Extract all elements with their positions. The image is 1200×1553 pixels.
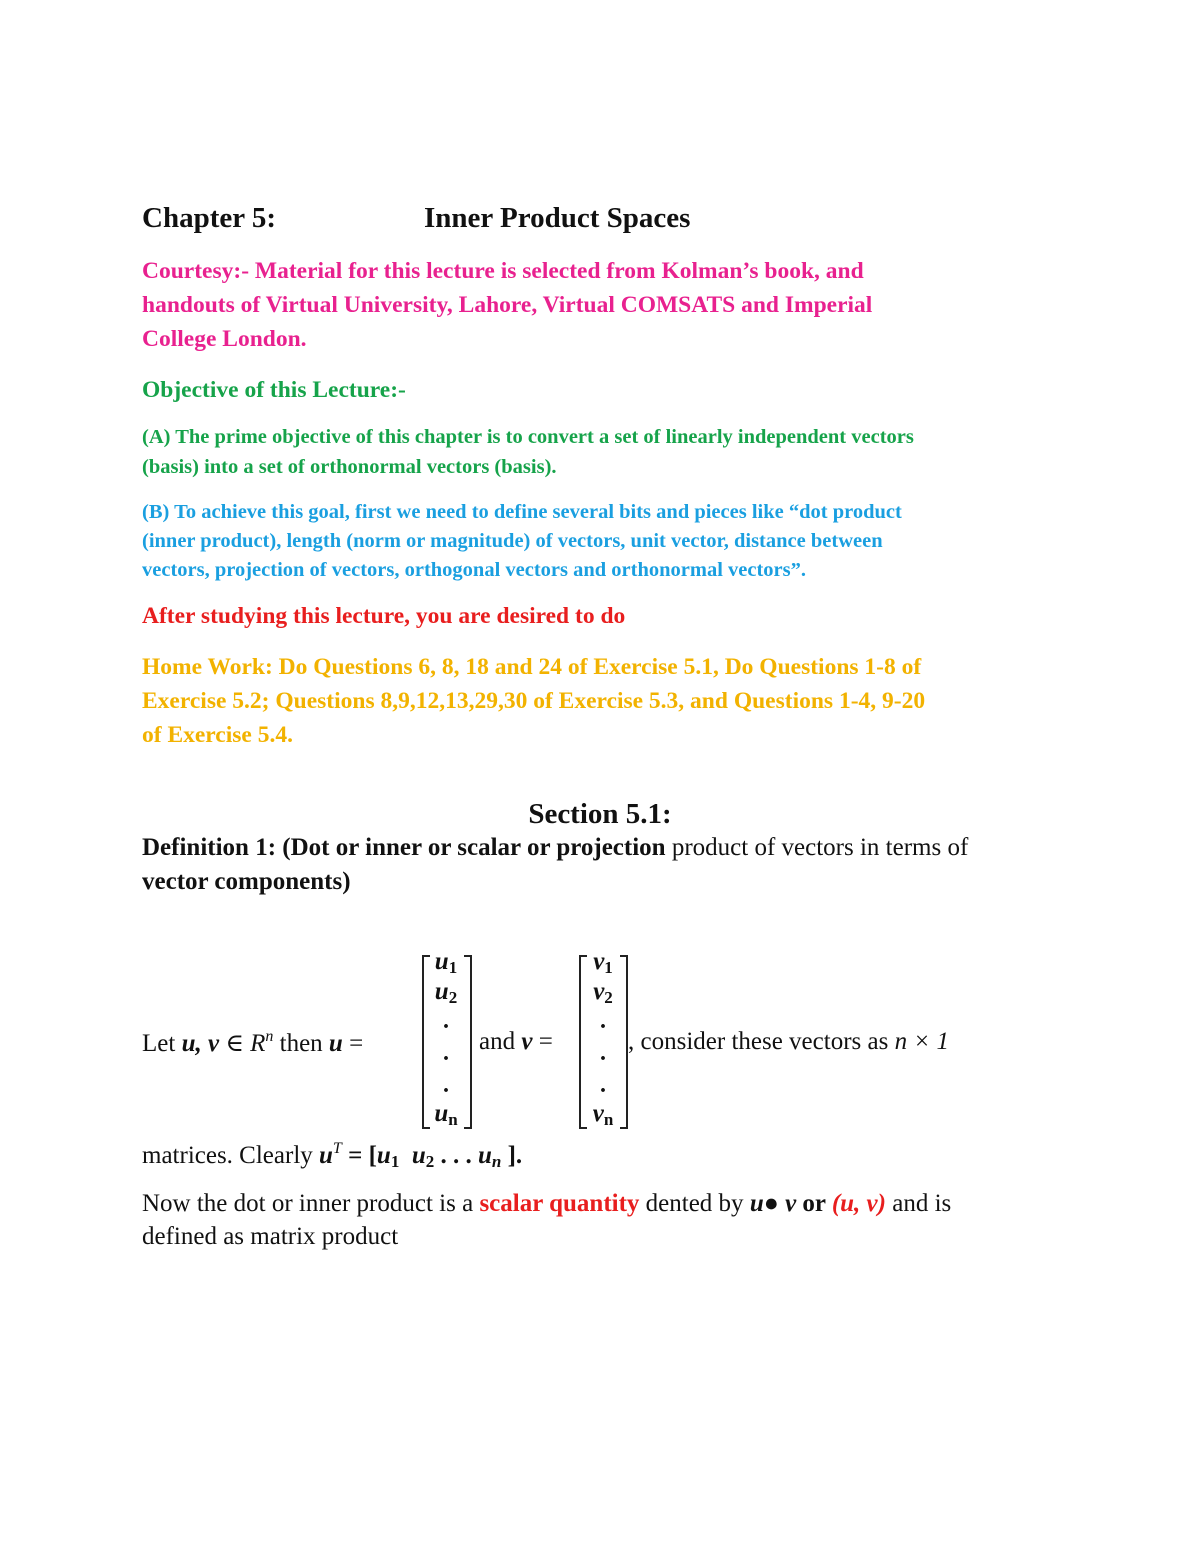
courtesy-line-3: College London.	[142, 326, 307, 352]
then-text: then	[273, 1030, 329, 1057]
transpose-ellipsis: . . .	[434, 1142, 478, 1169]
u-entry-1: $u_1$	[434, 948, 458, 977]
u1-symbol: u	[376, 1142, 391, 1169]
u-ellipsis-dot: .	[443, 1040, 449, 1066]
transpose-line	[142, 1140, 522, 1172]
definition-bold-terms: Dot or inner or scalar or projection	[290, 834, 666, 861]
dot-product-prefix: Now the dot or inner product is a	[142, 1190, 480, 1217]
definition-line-1	[142, 834, 968, 862]
homework-line-2: Exercise 5.2; Questions 8,9,12,13,29,30 of Exercise 5.3, and Questions 1-4, 9-20	[142, 688, 926, 714]
element-of-symbol: ∈	[219, 1030, 251, 1057]
consider-text-line	[628, 1028, 949, 1056]
v-entry-n: $v_n$	[592, 1100, 614, 1129]
homework-line-3: of Exercise 5.4.	[142, 722, 293, 748]
r-symbol: R	[250, 1030, 266, 1057]
and-v-equals	[479, 1028, 553, 1056]
u-symbol: u	[328, 1030, 343, 1057]
u2-symbol: u	[411, 1142, 426, 1169]
transpose-equals: = [	[341, 1142, 377, 1169]
dot-product-line-2: defined as matrix product	[142, 1223, 399, 1250]
u-v-symbols: u, v	[181, 1030, 220, 1057]
u-entry-2: $u_2$	[434, 978, 458, 1007]
matrix-dimensions: n × 1	[894, 1028, 949, 1055]
homework-line-1: Home Work: Do Questions 6, 8, 18 and 24 of Exercise 5.1, Do Questions 1-8 of	[142, 654, 922, 680]
objective-b-line-2: (inner product), length (norm or magnitude) of vectors, unit vector, distance between	[142, 530, 883, 552]
inner-product-pair: (u, v)	[831, 1190, 886, 1217]
definition-rest: product of vectors in terms of	[665, 834, 969, 861]
section-title: Section 5.1:	[528, 798, 672, 830]
definition-label: Definition 1:	[142, 834, 277, 861]
transpose-close: ].	[501, 1142, 523, 1169]
equals-symbol: =	[532, 1028, 553, 1055]
let-text: Let	[142, 1030, 182, 1057]
v-ellipsis-dot: .	[600, 1008, 606, 1034]
v-symbol: v	[521, 1028, 533, 1055]
un-subscript: n	[491, 1152, 502, 1171]
objective-a-line-2: (basis) into a set of orthonormal vectors (basis).	[142, 456, 557, 478]
dot-product-line-1	[142, 1190, 951, 1218]
un-symbol: u	[477, 1142, 492, 1169]
u-ellipsis-dot: .	[443, 1072, 449, 1098]
courtesy-line-2: handouts of Virtual University, Lahore, Virtual COMSATS and Imperial	[142, 292, 873, 318]
objective-a-line-1: (A) The prime objective of this chapter is to convert a set of linearly independent vectors	[142, 426, 914, 448]
transpose-prefix: matrices. Clearly	[142, 1142, 320, 1169]
courtesy-line-1: Courtesy:- Material for this lecture is selected from Kolman’s book, and	[142, 258, 864, 284]
u-entry-n: $u_n$	[434, 1100, 458, 1129]
u1-subscript: 1	[390, 1152, 400, 1171]
after-studying-text: After studying this lecture, you are desired to do	[142, 603, 626, 629]
equals-symbol: =	[342, 1030, 364, 1057]
scalar-quantity-text: scalar quantity	[479, 1190, 640, 1217]
objective-heading: Objective of this Lecture:-	[142, 377, 406, 403]
dot-product-mid: dented by	[639, 1190, 750, 1217]
v-ellipsis-dot: .	[600, 1040, 606, 1066]
vector-definition-line	[142, 1028, 363, 1058]
transpose-superscript: T	[332, 1140, 342, 1157]
definition-line-2: vector components)	[142, 868, 351, 895]
u-transpose-symbol: u	[319, 1142, 333, 1169]
chapter-name: Inner Product Spaces	[424, 202, 691, 234]
chapter-label: Chapter 5:	[142, 202, 276, 234]
v-entry-2: $v_2$	[593, 978, 613, 1007]
u2-subscript: 2	[425, 1152, 435, 1171]
r-exponent: n	[265, 1028, 274, 1045]
objective-b-line-3: vectors, projection of vectors, orthogonal vectors and orthonormal vectors”.	[142, 559, 807, 581]
and-text: and	[479, 1028, 522, 1055]
or-text: or	[796, 1190, 832, 1217]
consider-text: , consider these vectors as	[628, 1028, 895, 1055]
u-dot-v-symbol: u● v	[749, 1190, 797, 1217]
v-entry-1: $v_1$	[593, 948, 613, 977]
dot-product-suffix: and is	[885, 1190, 952, 1217]
v-ellipsis-dot: .	[600, 1072, 606, 1098]
u-ellipsis-dot: .	[443, 1008, 449, 1034]
objective-b-line-1: (B) To achieve this goal, first we need to define several bits and pieces like “dot product	[142, 501, 902, 523]
definition-paren: (	[276, 834, 291, 861]
